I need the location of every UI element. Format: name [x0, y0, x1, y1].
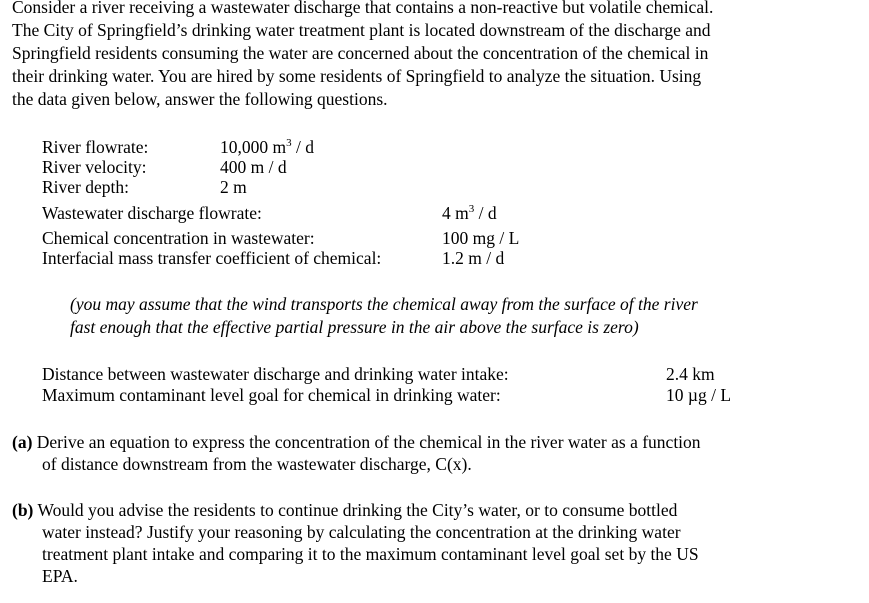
question-tag: (b) [12, 500, 34, 520]
question-text: treatment plant intake and comparing it to the maximum contaminant level goal set by the US [42, 544, 699, 564]
data-value: 100 mg / L [442, 228, 520, 248]
data-label: Distance between wastewater discharge and drinking water intake: [42, 364, 509, 384]
data-label: Wastewater discharge flowrate: [42, 203, 262, 223]
data-value: 10 µg / L [666, 385, 732, 405]
intro-line: The City of Springfield’s drinking water treatment plant is located downstream of the discharge and [12, 20, 711, 40]
assumption-note [70, 293, 698, 339]
question-text: Derive an equation to express the concentration of the chemical in the river water as a function [32, 432, 701, 452]
data-label: Interfacial mass transfer coefficient of chemical: [42, 248, 382, 268]
note-line: fast enough that the effective partial pressure in the air above the surface is zero) [70, 317, 639, 337]
intro-line: their drinking water. You are hired by some residents of Springfield to analyze the situation. Using [12, 66, 702, 86]
data-value: 1.2 m / d [442, 248, 505, 268]
intro-line: the data given below, answer the following questions. [12, 89, 388, 109]
data-label: River velocity: [42, 157, 147, 177]
question-a [12, 431, 701, 475]
data-label: Chemical concentration in wastewater: [42, 228, 315, 248]
intro-line: Consider a river receiving a wastewater discharge that contains a non-reactive but volatile chemical. [12, 0, 714, 17]
data-value: 400 m / d [220, 157, 287, 177]
data-label: River depth: [42, 177, 129, 197]
data-value: 2.4 km [666, 364, 715, 384]
data-label: River flowrate: [42, 137, 149, 157]
question-tag: (a) [12, 432, 33, 452]
intro-paragraph [12, 0, 862, 111]
data-value: 4 $m^3$ / d [442, 203, 497, 223]
note-line: (you may assume that the wind transports the chemical away from the surface of the river [70, 294, 698, 314]
question-b [12, 499, 699, 587]
question-text: water instead? Justify your reasoning by calculating the concentration at the drinking water [42, 522, 681, 542]
question-text: of distance downstream from the wastewater discharge, C(x). [42, 454, 472, 474]
data-label: Maximum contaminant level goal for chemical in drinking water: [42, 385, 501, 405]
question-text: Would you advise the residents to continue drinking the City’s water, or to consume bottled [33, 500, 678, 520]
intro-line: Springfield residents consuming the water are concerned about the concentration of the chemical in [12, 43, 709, 63]
data-value: 10,000 $m^3$ / d [220, 137, 314, 157]
question-text: EPA. [42, 566, 78, 586]
data-value: 2 m [220, 177, 247, 197]
